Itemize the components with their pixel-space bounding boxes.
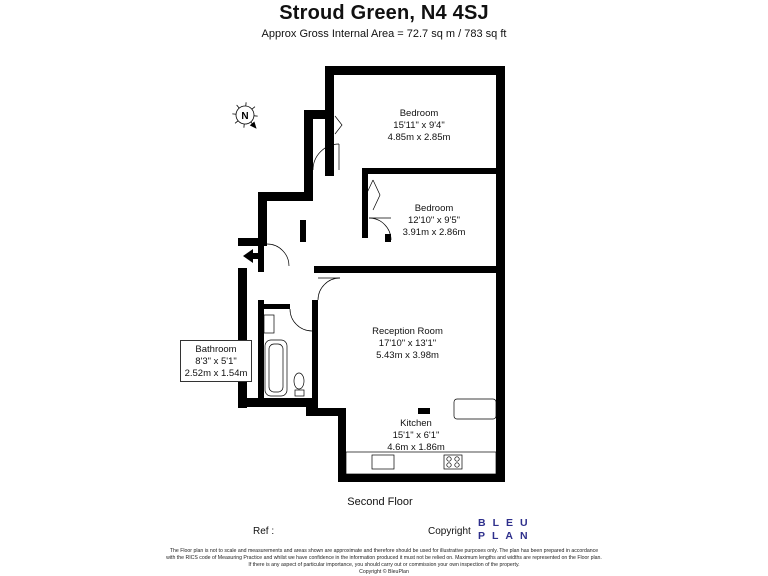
disclaimer-line: Copyright © BleuPlan: [359, 569, 409, 575]
disclaimer: [150, 548, 618, 576]
brand-logo: [478, 517, 535, 543]
room-metric: 5.43m x 3.98m: [376, 350, 439, 361]
room-name: Reception Room: [372, 326, 443, 337]
room-imperial: 17'10" x 13'1": [378, 338, 437, 349]
floor-label: Second Floor: [347, 496, 413, 508]
disclaimer-line: The Floor plan is not to scale and measurements and areas shown are approximate and therefore should be used for illustrative purposes only. The plan has been prepared in accordance: [169, 548, 599, 554]
room-label-bedroom-2: [389, 203, 479, 239]
room-imperial: 12'10" x 9'5": [407, 215, 461, 226]
room-label-bedroom-1: [374, 108, 464, 144]
room-label-bathroom: [181, 344, 251, 380]
compass-letter: N: [241, 111, 249, 122]
room-label-bathroom-box: [180, 340, 252, 382]
bathroom-fixtures: [264, 315, 304, 396]
room-label-reception: [360, 326, 455, 362]
room-imperial: 15'11" x 9'4": [393, 120, 445, 131]
disclaimer-line: If there is any aspect of particular importance, you should carry out or commission your own inspection of the property.: [248, 562, 520, 568]
room-metric: 3.91m x 2.86m: [402, 227, 466, 238]
room-metric: 2.52m x 1.54m: [184, 368, 248, 379]
brand-line-1: BLEU: [478, 517, 535, 529]
room-name: Kitchen: [400, 418, 432, 429]
page-title: Stroud Green, N4 4SJ: [279, 2, 489, 24]
room-imperial: 15'1" x 6'1": [392, 430, 440, 441]
disclaimer-line: with the RICS code of Measuring Practice and whilst we have confidence in the information produced it must not be relied on. Maximum lengths and widths are represented on the Floor plan.: [166, 555, 602, 561]
room-name: Bedroom: [414, 203, 454, 214]
ref-label: Ref :: [253, 526, 275, 537]
room-metric: 4.85m x 2.85m: [387, 132, 451, 143]
room-imperial: 8'3" x 5'1": [195, 356, 237, 367]
gross-area-subtitle: Approx Gross Internal Area = 72.7 sq m / 783 sq ft: [261, 28, 507, 40]
copyright-label: Copyright: [428, 526, 471, 537]
room-name: Bathroom: [195, 344, 237, 355]
room-name: Bedroom: [399, 108, 439, 119]
brand-line-2: PLAN: [478, 530, 535, 542]
room-label-kitchen: [371, 418, 461, 454]
room-metric: 4.6m x 1.86m: [387, 442, 445, 453]
